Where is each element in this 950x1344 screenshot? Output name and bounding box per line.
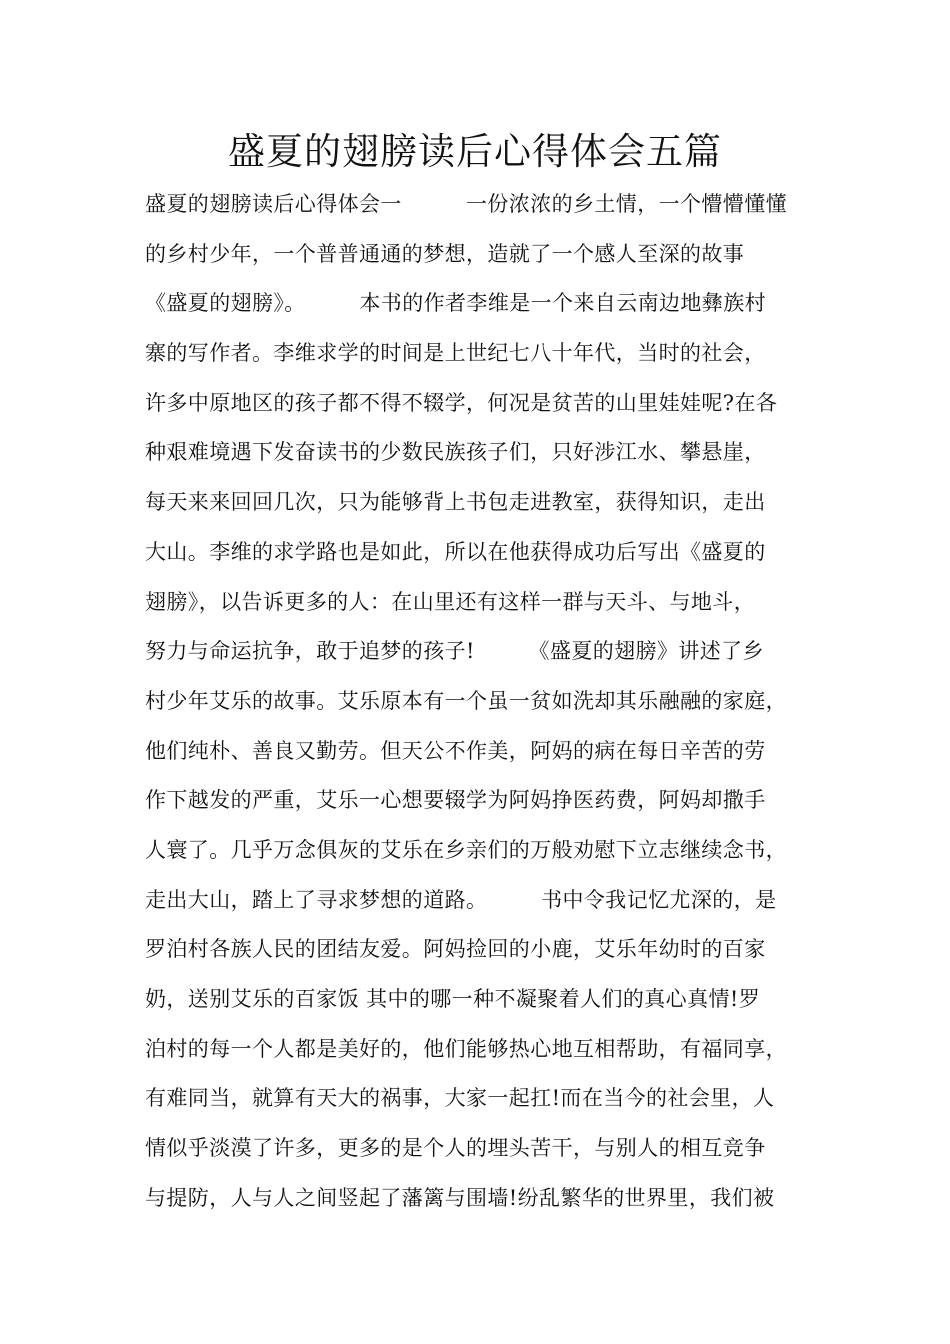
text-line: 许多中原地区的孩子都不得不辍学，何况是贫苦的山里娃娃呢?在各	[145, 390, 778, 415]
text-line: 有难同当，就算有天大的祸事，大家一起扛!而在当今的社会里，人	[145, 1086, 775, 1111]
text-line: 寨的写作者。李维求学的时间是上世纪七八十年代，当时的社会，	[145, 341, 766, 366]
text-line: 他们纯朴、善良又勤劳。但天公不作美，阿妈的病在每日辛苦的劳	[145, 738, 766, 763]
text-line: 村少年艾乐的故事。艾乐原本有一个虽一贫如洗却其乐融融的家庭，	[145, 688, 787, 713]
text-line: 种艰难境遇下发奋读书的少数民族孩子们，只好涉江水、攀悬崖，	[145, 440, 766, 465]
text-line: 翅膀》，以告诉更多的人：在山里还有这样一群与天斗、与地斗，	[145, 589, 756, 614]
text-line: 《盛夏的翅膀》。 本书的作者李维是一个来自云南边地彝族村	[145, 291, 766, 316]
document-body	[145, 180, 825, 1223]
text-line: 努力与命运抗争，敢于追梦的孩子! 《盛夏的翅膀》讲述了乡	[145, 639, 764, 664]
document-title: 盛夏的翅膀读后心得体会五篇	[228, 130, 722, 173]
text-line: 人寰了。几乎万念俱灰的艾乐在乡亲们的万般劝慰下立志继续念书，	[145, 837, 787, 862]
text-line: 情似乎淡漠了许多，更多的是个人的埋头苦干，与别人的相互竞争	[145, 1136, 766, 1161]
text-line: 盛夏的翅膀读后心得体会一 一份浓浓的乡土情，一个懵懵懂懂	[145, 192, 787, 216]
text-line: 泊村的每一个人都是美好的，他们能够热心地互相帮助，有福同享，	[145, 1036, 787, 1061]
text-line: 奶，送别艾乐的百家饭 其中的哪一种不凝聚着人们的真心真情!罗	[145, 987, 761, 1011]
text-line: 作下越发的严重，艾乐一心想要辍学为阿妈挣医药费，阿妈却撒手	[145, 788, 766, 813]
text-line: 每天来来回回几次，只为能够背上书包走进教室，获得知识，走出	[145, 490, 766, 515]
text-line: 的乡村少年，一个普普通通的梦想，造就了一个感人至深的故事	[145, 241, 745, 266]
text-line: 与提防，人与人之间竖起了藩篱与围墙!纷乱繁华的世界里，我们被	[145, 1185, 775, 1210]
text-line: 大山。李维的求学路也是如此，所以在他获得成功后写出《盛夏的	[145, 539, 766, 564]
text-line: 罗泊村各族人民的团结友爱。阿妈捡回的小鹿，艾乐年幼时的百家	[145, 937, 766, 962]
text-line: 走出大山，踏上了寻求梦想的道路。 书中令我记忆尤深的，是	[145, 887, 777, 912]
